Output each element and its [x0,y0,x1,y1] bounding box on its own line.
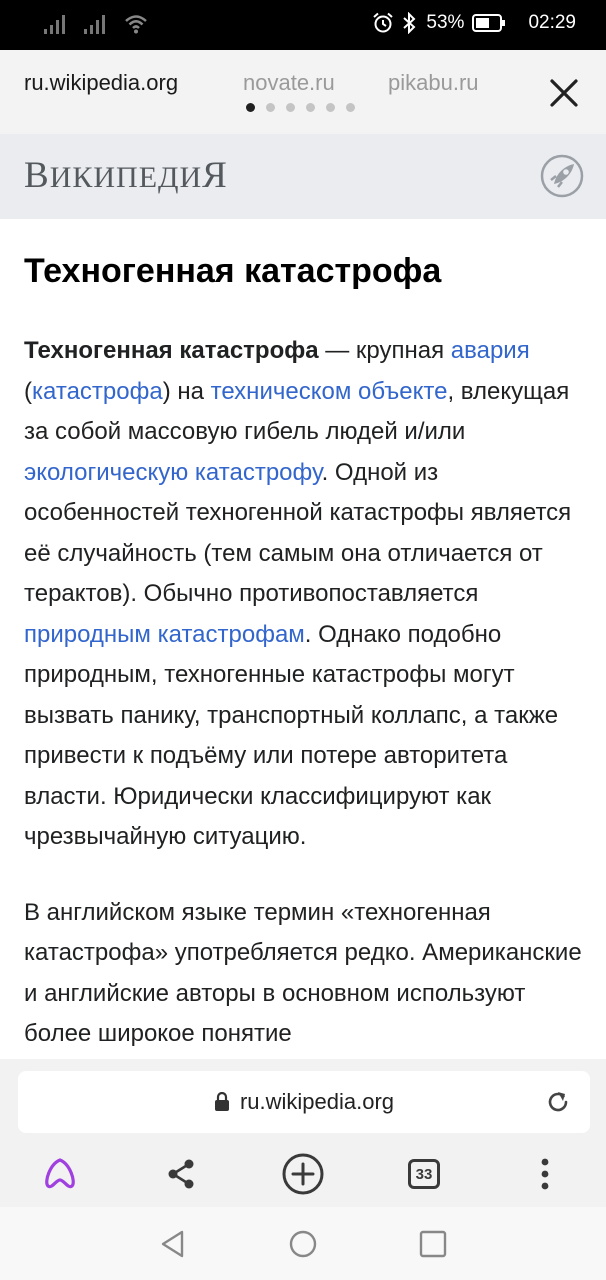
alice-icon [40,1154,80,1194]
page-dot [266,103,275,112]
rocket-icon[interactable] [540,154,584,198]
tab-novate[interactable]: novate.ru [243,70,335,95]
alice-assistant-button[interactable] [37,1151,83,1197]
battery-percent: 53% [426,12,465,33]
signal-icon [84,14,106,34]
reload-icon[interactable] [544,1088,572,1116]
address-bar[interactable] [18,1071,590,1133]
link-avariya[interactable]: авария [450,337,530,364]
wikipedia-logo[interactable]: ВИКИПЕДИЯ [24,155,228,196]
more-vertical-icon [540,1158,550,1190]
page-title: Техногенная катастрофа [24,252,442,290]
tab-page-indicator [246,103,355,112]
tab-pikabu[interactable]: pikabu.ru [388,70,479,95]
wifi-icon [124,14,148,34]
lock-icon [214,1092,230,1112]
page-dot [326,103,335,112]
recents-icon[interactable] [418,1229,448,1259]
tab-wikipedia[interactable]: ru.wikipedia.org [24,70,179,95]
plus-circle-icon [281,1152,325,1196]
share-button[interactable] [158,1151,204,1197]
system-navigation-bar [0,1207,606,1280]
link-ecological-catastrophe[interactable]: экологическую катастрофу [24,458,322,486]
wikipedia-header [0,134,606,219]
battery-icon [472,13,506,33]
bluetooth-icon [402,12,416,34]
article-paragraph: Техногенная катастрофа — крупная авария (катастрофа) на техническом объекте, влекущая за собой массовую гибель людей и/или экологическую катастрофу. Одной из особенностей техногенной катастрофы является её случайность (тем самым она отличается от терактов). Обычно противопоставляется природным катастрофам. Однако подобно природным, техногенные катастрофы могут вызвать панику, транспортный коллапс, а также привести к подъёму или потере авторитета власти. Юридически классифицируют как чрезвычайную ситуацию. [24,337,572,850]
page-dot [306,103,315,112]
url-text: ru.wikipedia.org [239,1089,395,1114]
status-bar [0,0,606,50]
back-icon[interactable] [158,1229,188,1259]
menu-button[interactable] [522,1151,568,1197]
page-dot [246,103,255,112]
clock: 02:29 [528,12,576,33]
alarm-icon [372,12,394,34]
page-dot [346,103,355,112]
bold-term: Техногенная катастрофа [24,337,319,364]
share-icon [165,1158,197,1190]
home-icon[interactable] [288,1229,318,1259]
link-katastrofa[interactable]: катастрофа [32,377,163,405]
new-tab-button[interactable] [280,1151,326,1197]
link-technical-object[interactable]: техническом объекте [210,377,448,405]
link-natural-catastrophes[interactable]: природным катастрофам [24,620,305,648]
browser-bottom-bar [0,1059,606,1207]
tab-count: 33 [408,1159,440,1189]
article-paragraph: В английском языке термин «техногенная катастрофа» употребляется редко. Американские и английские авторы в основном используют более широкое понятие [24,898,582,1047]
article-content [24,219,584,1059]
close-icon[interactable] [546,75,582,111]
page-dot [286,103,295,112]
tab-strip [0,50,606,134]
browser-toolbar [0,1143,606,1207]
tabs-button[interactable] [401,1151,447,1197]
signal-icon [44,14,66,34]
